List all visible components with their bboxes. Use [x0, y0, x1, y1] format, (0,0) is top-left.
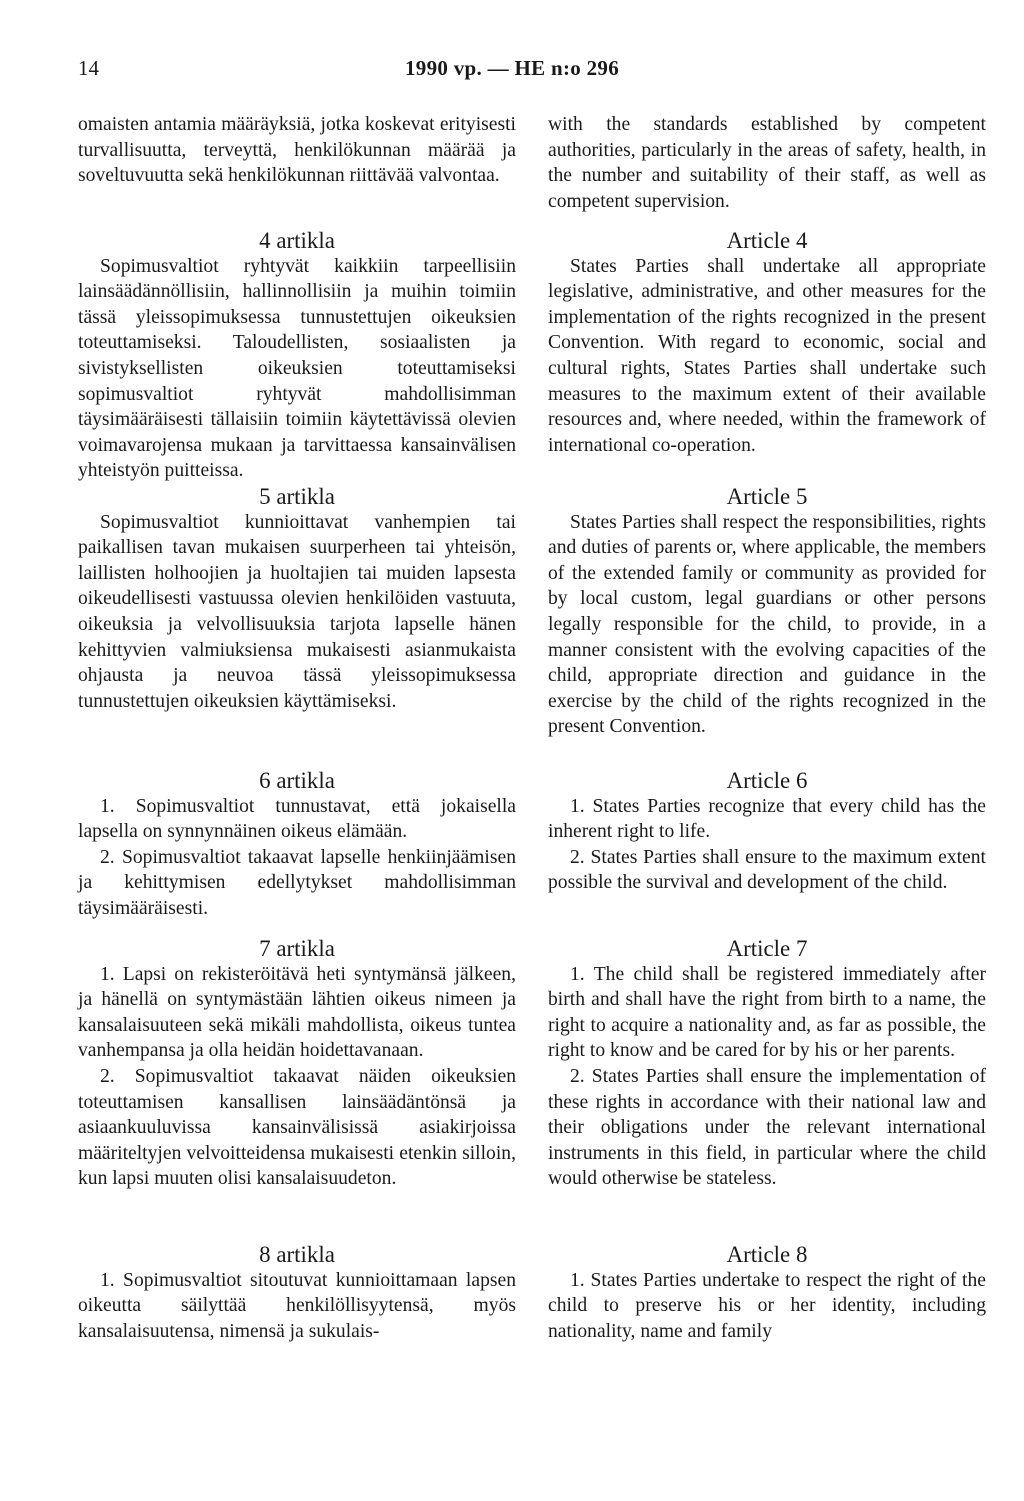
fi-article-5-paragraph: Sopimusvaltiot kunnioittavat vanhempien tai paikallisen tavan mukaisen suurperheen tai yhteisön, laillisten holhoojien ja huoltajien tai muiden lapsesta oikeudellisesti vastuussa olevien henkilöiden vastuuta, oikeuksia ja velvollisuuksia tarjota lapselle hänen kehittyvien valmiuksiensa mukaisesti asianmukaista ohjausta ja neuvoa tässä yleissopimuksessa tunnustettujen oikeuksien käyttämiseksi. — [78, 511, 516, 712]
en-article-5 — [548, 484, 986, 768]
en-article-6-paragraph-2: 2. States Parties shall ensure to the maximum extent possible the survival and development of the child. — [548, 846, 986, 894]
en-article-7-paragraph-1: 1. The child shall be registered immediately after birth and shall have the right from birth to a name, the right to acquire a nationality and, as far as possible, the right to know and be cared for by his or her parents. — [548, 963, 986, 1062]
en-intro-block — [548, 112, 986, 228]
fi-article-7-heading: 7 artikla — [259, 936, 335, 961]
en-article-8 — [548, 1242, 986, 1344]
en-article-5-heading: Article 5 — [726, 484, 808, 509]
en-article-7-paragraph-2: 2. States Parties shall ensure the implementation of these rights in accordance with their national law and their obligations under the relevant international instruments in this field, in particular where the child would otherwise be stateless. — [548, 1065, 986, 1190]
fi-article-4-paragraph: Sopimusvaltiot ryhtyvät kaikkiin tarpeellisiin lainsäädännöllisiin, hallinnollisiin ja muihin toimiin tässä yleissopimuksessa tunnustettujen oikeuksien toteuttamiseksi. Taloudellisten, sosiaalisten ja sivistyksellisten oikeuksien toteuttamiseksi sopimusvaltiot ryhtyvät mahdollisimman täysimääräisesti tällaisiin toimiin käytettävissä olevien voimavarojensa mukaan ja tarvittaessa kansainvälisen yhteistyön puitteissa. — [78, 255, 516, 482]
fi-article-4 — [78, 228, 516, 484]
en-article-4 — [548, 228, 986, 484]
english-column — [548, 112, 986, 1344]
finnish-column — [78, 112, 516, 1344]
fi-article-5 — [78, 484, 516, 768]
fi-article-6-heading: 6 artikla — [259, 768, 335, 793]
running-head: 1990 vp. — HE n:o 296 — [405, 56, 619, 80]
fi-article-7-paragraph-1: 1. Lapsi on rekisteröitävä heti syntymänsä jälkeen, ja hänellä on syntymästään lähtien oikeus nimeen ja kansalaisuuteen sekä mikäli mahdollista, oikeus tuntea vanhempansa ja olla heidän hoidettavanaan. — [78, 963, 516, 1062]
fi-article-8 — [78, 1242, 516, 1344]
fi-article-6-paragraph-1: 1. Sopimusvaltiot tunnustavat, että jokaisella lapsella on synnynnäinen oikeus elämään. — [78, 795, 516, 843]
en-article-6-paragraph-1: 1. States Parties recognize that every child has the inherent right to life. — [548, 795, 986, 843]
fi-article-8-paragraph-1: 1. Sopimusvaltiot sitoutuvat kunnioittamaan lapsen oikeutta säilyttää henkilöllisyytensä, myös kansalaisuutensa, nimensä ja sukulais- — [78, 1269, 516, 1342]
fi-article-6 — [78, 768, 516, 936]
page-number: 14 — [78, 56, 99, 80]
fi-article-7 — [78, 936, 516, 1242]
en-article-5-paragraph: States Parties shall respect the responsibilities, rights and duties of parents or, where applicable, the members of the extended family or community as provided for by local custom, legal guardians or other persons legally responsible for the child, to provide, in a manner consistent with the evolving capacities of the child, appropriate direction and guidance in the exercise by the child of the rights recognized in the present Convention. — [548, 511, 986, 738]
en-article-6-heading: Article 6 — [726, 768, 808, 793]
en-article-7-heading: Article 7 — [726, 936, 808, 961]
fi-intro-block — [78, 112, 516, 228]
fi-article-8-heading: 8 artikla — [259, 1242, 335, 1267]
en-intro-paragraph: with the standards established by competent authorities, particularly in the areas of safety, health, in the number and suitability of their staff, as well as competent supervision. — [548, 114, 986, 212]
en-article-7 — [548, 936, 986, 1242]
fi-article-4-heading: 4 artikla — [259, 228, 335, 253]
fi-article-6-paragraph-2: 2. Sopimusvaltiot takaavat lapselle henkiinjäämisen ja kehittymisen edellytykset mahdollisimman täysimääräisesti. — [78, 846, 516, 919]
en-article-4-paragraph: States Parties shall undertake all appropriate legislative, administrative, and other measures for the implementation of the rights recognized in the present Convention. With regard to economic, social and cultural rights, States Parties shall undertake such measures to the maximum extent of their available resources and, where needed, within the framework of international co-operation. — [548, 255, 986, 456]
fi-intro-paragraph: omaisten antamia määräyksiä, jotka koskevat erityisesti turvallisuutta, terveyttä, henkilökunnan määrää ja soveltuvuutta sekä henkilökunnan riittävää valvontaa. — [78, 114, 516, 187]
en-article-6 — [548, 768, 986, 936]
en-article-8-heading: Article 8 — [726, 1242, 808, 1267]
fi-article-5-heading: 5 artikla — [259, 484, 335, 509]
en-article-4-heading: Article 4 — [726, 228, 808, 253]
fi-article-7-paragraph-2: 2. Sopimusvaltiot takaavat näiden oikeuksien toteuttamisen kansallisen lainsäädäntönsä ja asiaankuuluvissa kansainvälisissä asiakirjoissa määriteltyjen velvoitteidensa mukaisesti etenkin silloin, kun lapsi muuten olisi kansalaisuudeton. — [78, 1065, 516, 1190]
en-article-8-paragraph-1: 1. States Parties undertake to respect the right of the child to preserve his or her identity, including nationality, name and family — [548, 1269, 986, 1342]
